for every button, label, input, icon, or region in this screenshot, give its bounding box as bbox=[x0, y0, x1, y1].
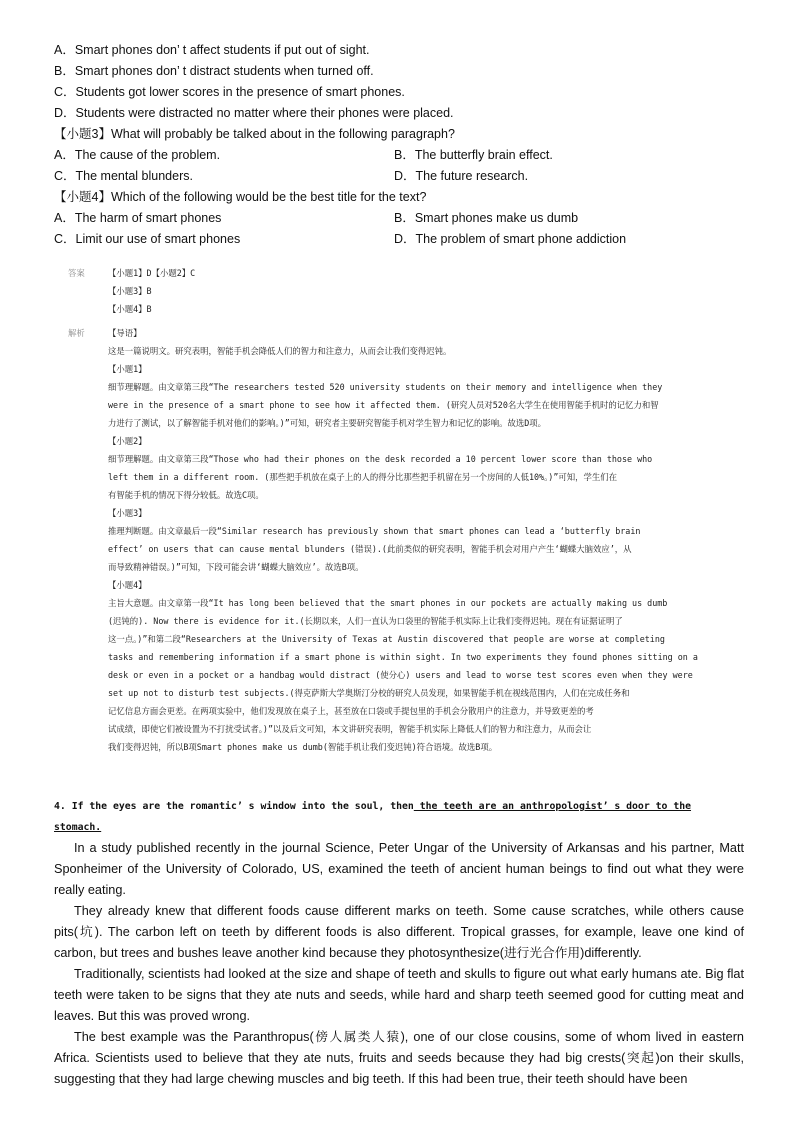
analysis-line: (迟钝的). Now there is evidence for it.(长期以来，人们一直认为口袋里的智能手机实际上让我们变得迟钝。现在有证据证明了 bbox=[108, 616, 623, 626]
q2-option-c: C．Students got lower scores in the presence of smart phones. bbox=[54, 85, 405, 99]
answer-line: 【小题3】B bbox=[108, 286, 152, 296]
q3-option-b: B．The butterfly brain effect. bbox=[394, 148, 553, 162]
analysis-line: 【导语】 bbox=[108, 328, 142, 338]
analysis-line: 而导致精神错误。)”可知，下段可能会讲‘蝴蝶大脑效应’。故选B项。 bbox=[108, 562, 364, 572]
analysis-line: effect’ on users that can cause mental blunders (错误).(此前类似的研究表明，智能手机会对用户产生‘蝴蝶大脑效应’，从 bbox=[108, 544, 632, 554]
paragraph: They already knew that different foods cause different marks on teeth. Some cause scratches, while others cause pits(坑). The carbon left on teeth by different foods is also different. Tropical grasses, for example, leave one kind of carbon, but trees and bushes leave another kind because they photosynthesize(进行光合作用)differently. bbox=[54, 904, 744, 960]
q3-options bbox=[54, 145, 744, 187]
analysis-line: were in the presence of a smart phone to see how it affected them. (研究人员对520名大学生在使用智能手机时的记忆力和智 bbox=[108, 400, 659, 410]
q4-option-a: A．The harm of smart phones bbox=[54, 211, 222, 225]
heading-plain: 4. If the eyes are the romantic’ s window into the soul, then bbox=[54, 801, 414, 812]
analysis-line: 我们变得迟钝，所以B项Smart phones make us dumb(智能手机让我们变迟钝)符合语境。故选B项。 bbox=[108, 742, 498, 752]
q2-option-a: A．Smart phones don’ t affect students if put out of sight. bbox=[54, 43, 370, 57]
q3-option-a: A．The cause of the problem. bbox=[54, 148, 221, 162]
analysis-line: 【小题1】 bbox=[108, 364, 147, 374]
heading-underlined: the teeth are an anthropologist’ s door to the stomach. bbox=[54, 801, 692, 833]
analysis-line: 【小题3】 bbox=[108, 508, 147, 518]
q4-options bbox=[54, 208, 744, 250]
paragraph: The best example was the Paranthropus(傍人属类人猿), one of our close cousins, some of whom lived in eastern Africa. Scientists used to believe that they ate nuts, fruits and seeds because they had big crests(突起)on their skulls, suggesting that they had large chewing muscles and big teeth. If this had been true, their teeth should have been bbox=[54, 1030, 744, 1086]
q4-stem: 【小题4】Which of the following would be the best title for the text? bbox=[54, 190, 427, 204]
answer-list bbox=[108, 264, 728, 318]
paragraph: Traditionally, scientists had looked at the size and shape of teeth and skulls to figure out what early humans ate. Big flat teeth were taken to be signs that they ate nuts and seeds, while hard and sharp teeth seemed good for cutting meat and leaves. But this was proved wrong. bbox=[54, 967, 744, 1023]
q4-option-d: D．The problem of smart phone addiction bbox=[394, 232, 627, 246]
answer-tag: 答案 bbox=[68, 268, 85, 278]
analysis-line: 这是一篇说明文。研究表明，智能手机会降低人们的智力和注意力，从而会让我们变得迟钝。 bbox=[108, 346, 452, 356]
analysis-tag: 解析 bbox=[68, 328, 85, 338]
analysis-line: 【小题4】 bbox=[108, 580, 147, 590]
analysis-text bbox=[108, 324, 728, 756]
q2-option-d: D．Students were distracted no matter where their phones were placed. bbox=[54, 106, 454, 120]
analysis-line: 【小题2】 bbox=[108, 436, 147, 446]
analysis-line: 记忆信息方面会更差。在两项实验中，他们发现放在桌子上，甚至放在口袋或手提包里的手机会分散用户的注意力，并导致更差的考 bbox=[108, 706, 594, 716]
analysis-line: 力进行了测试，以了解智能手机对他们的影响。)”可知，研究者主要研究智能手机对学生智力和记忆的影响。故选D项。 bbox=[108, 418, 547, 428]
analysis-line: 这一点。)”和第二段“Researchers at the University of Texas at Austin discovered that people are worse at completing bbox=[108, 634, 665, 644]
q4-option-b: B．Smart phones make us dumb bbox=[394, 211, 579, 225]
analysis-line: desk or even in a pocket or a handbag would distract (使分心) users and lead to worse test scores even when they were bbox=[108, 670, 693, 680]
analysis-line: 细节理解题。由文章第三段“Those who had their phones on the desk recorded a 10 percent lower score than those who bbox=[108, 454, 653, 464]
analysis-row bbox=[68, 324, 728, 756]
answer-row bbox=[68, 264, 728, 318]
q3-option-d: D．The future research. bbox=[394, 169, 529, 183]
question-block bbox=[54, 40, 744, 250]
analysis-line: set up not to disturb test subjects.(得克萨斯大学奥斯汀分校的研究人员发现，如果智能手机在视线范围内，人们在完成任务和 bbox=[108, 688, 630, 698]
answer-line: 【小题4】B bbox=[108, 304, 152, 314]
q2-option-b: B．Smart phones don’ t distract students when turned off. bbox=[54, 64, 374, 78]
paragraph: In a study published recently in the journal Science, Peter Ungar of the University of Arkansas and his partner, Matt Sponheimer of the University of Colorado, US, examined the teeth of ancient human beings to find out what they were really eating. bbox=[54, 841, 744, 897]
analysis-line: 试成绩，即使它们被设置为不打扰受试者。)”以及后文可知，本文讲研究表明，智能手机实际上降低人们的智力和注意力，从而会让 bbox=[108, 724, 592, 734]
answer-section bbox=[68, 264, 728, 756]
q3-stem: 【小题3】What will probably be talked about in the following paragraph? bbox=[54, 127, 455, 141]
passage-4-heading bbox=[54, 796, 744, 838]
analysis-line: 推理判断题。由文章最后一段“Similar research has previously shown that smart phones can lead a ‘butterfly brain bbox=[108, 526, 641, 536]
analysis-line: tasks and remembering information if a smart phone is within sight. In two experiments they found phones sitting on a bbox=[108, 652, 698, 662]
analysis-line: 有智能手机的情况下得分较低。故选C项。 bbox=[108, 490, 264, 500]
q3-option-c: C．The mental blunders. bbox=[54, 169, 193, 183]
analysis-line: 主旨大意题。由文章第一段“It has long been believed that the smart phones in our pockets are actually making us dumb bbox=[108, 598, 668, 608]
passage-4 bbox=[54, 796, 744, 1090]
analysis-line: left them in a different room. (那些把手机放在桌子上的人的得分比那些把手机留在另一个房间的人低10%。)”可知，学生们在 bbox=[108, 472, 617, 482]
q4-option-c: C．Limit our use of smart phones bbox=[54, 232, 241, 246]
analysis-line: 细节理解题。由文章第三段“The researchers tested 520 university students on their memory and intelligence when they bbox=[108, 382, 663, 392]
answer-line: 【小题1】D【小题2】C bbox=[108, 268, 196, 278]
